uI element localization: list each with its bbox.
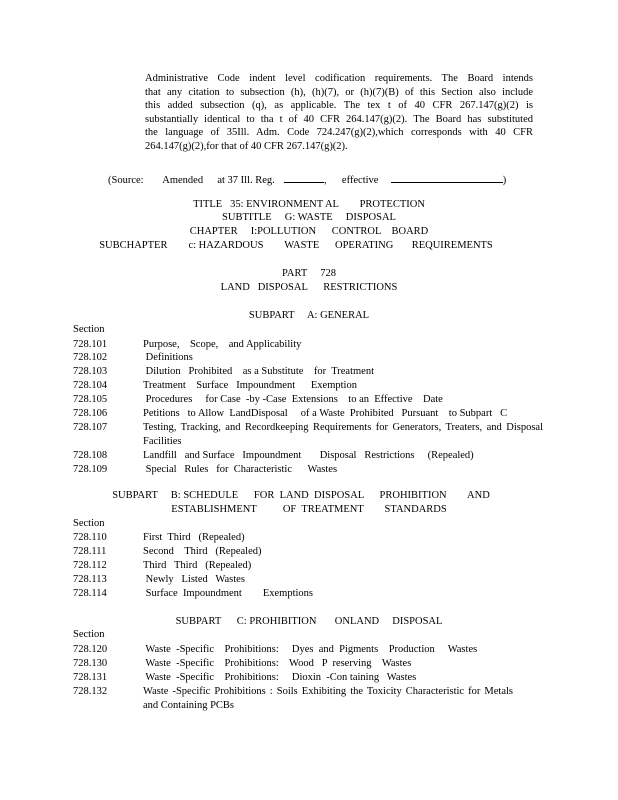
paragraph-line: Administrative Code indent level codification requirements. The Board intends [145, 73, 533, 84]
paragraph-line: that any citation to subsection (h), (h)(7), or (h)(7)(B) of this Section also include [145, 86, 533, 98]
section-title: Definitions [143, 352, 193, 363]
section-label: Section [73, 629, 105, 640]
source-note [108, 172, 506, 187]
section-title: Waste -Specific Prohibitions: Dioxin -Con taining Wastes [143, 672, 417, 683]
section-title: First Third (Repealed) [143, 532, 245, 543]
section-title: Procedures for Case -by -Case Extensions to an Effective Date [143, 394, 443, 405]
section-number: 728.101 [73, 339, 108, 350]
section-number: 728.111 [73, 546, 107, 557]
title-heading: TITLE 35: ENVIRONMENT AL PROTECTION [193, 199, 425, 210]
section-number: 728.105 [73, 394, 108, 405]
subpart-a-heading: SUBPART A: GENERAL [248, 310, 370, 321]
chapter-heading: CHAPTER I:POLLUTION CONTROL BOARD [189, 226, 429, 237]
section-title: Waste -Specific Prohibitions : Soils Exhibiting the Toxicity Characteristic for Metals and Containing PCBs [143, 686, 513, 711]
toc-row [73, 421, 543, 449]
section-title: Waste -Specific Prohibitions: Dyes and Pigments Production Wastes [143, 644, 478, 655]
section-number: 728.112 [73, 560, 107, 571]
section-number: 728.113 [73, 574, 107, 585]
section-number: 728.109 [73, 464, 108, 475]
section-number: 728.120 [73, 644, 108, 655]
section-number: 728.104 [73, 380, 108, 391]
section-title: Third Third (Repealed) [143, 560, 252, 571]
section-label: Section [73, 518, 105, 529]
source-effective: effective [341, 175, 379, 186]
section-number: 728.107 [73, 422, 108, 433]
effective-date-blank [391, 172, 503, 183]
subpart-b-heading: SUBPART B: SCHEDULE FOR LAND DISPOSAL PROHIBITION AND [112, 490, 490, 501]
section-title: Special Rules for Characteristic Wastes [143, 464, 338, 475]
source-close: ) [502, 175, 507, 186]
section-number: 728.131 [73, 672, 108, 683]
section-label: Section [73, 324, 105, 335]
source-amended: Amended [162, 175, 204, 186]
section-number: 728.114 [73, 588, 107, 599]
paragraph-line: 264.147(g)(2),for that of 40 CFR 267.147(g)(2). [145, 140, 348, 152]
section-number: 728.102 [73, 352, 108, 363]
source-comma: , [324, 175, 327, 186]
section-title: Petitions to Allow LandDisposal of a Waste Prohibited Pursuant to Subpart C [143, 408, 508, 419]
section-number: 728.106 [73, 408, 108, 419]
section-title: Treatment Surface Impoundment Exemption [143, 380, 357, 391]
section-number: 728.132 [73, 686, 108, 697]
section-number: 728.110 [73, 532, 107, 543]
section-title: Waste -Specific Prohibitions: Wood P reserving Wastes [143, 658, 412, 669]
subtitle-heading: SUBTITLE G: WASTE DISPOSAL [222, 212, 396, 223]
part-name-heading: LAND DISPOSAL RESTRICTIONS [220, 282, 398, 293]
section-title: Testing, Tracking, and Recordkeeping Requirements for Generators, Treaters, and Disposal Facilities [143, 422, 543, 447]
section-title: Dilution Prohibited as a Substitute for Treatment [143, 366, 374, 377]
source-open: (Source: [108, 175, 144, 186]
part-heading: PART 728 [282, 268, 336, 279]
amendment-paragraph [145, 72, 533, 154]
section-number: 728.103 [73, 366, 108, 377]
reg-page-blank [284, 172, 324, 183]
paragraph-line: substantially identical to tha t of 40 CFR 264.147(g)(2). The Board has substituted [145, 113, 533, 125]
toc-row [73, 685, 543, 713]
paragraph-line: the language of 35Ill. Adm. Code 724.247(g)(2),which corresponds with 40 CFR [145, 127, 533, 139]
paragraph-line: this added subsection (q), as applicable. The tex t of 40 CFR 267.147(g)(2) is [145, 100, 533, 112]
source-reg-prefix: at 37 Ill. Reg. [217, 175, 275, 186]
section-title: Second Third (Repealed) [143, 546, 262, 557]
section-number: 728.130 [73, 658, 108, 669]
subchapter-heading: SUBCHAPTER c: HAZARDOUS WASTE OPERATING REQUIREMENTS [99, 240, 493, 251]
subpart-c-heading: SUBPART C: PROHIBITION ONLAND DISPOSAL [175, 616, 443, 627]
subpart-b-heading-line2: ESTABLISHMENT OF TREATMENT STANDARDS [171, 504, 447, 515]
section-title: Purpose, Scope, and Applicability [143, 339, 302, 350]
section-title: Surface Impoundment Exemptions [143, 588, 314, 599]
section-title: Newly Listed Wastes [143, 574, 245, 585]
section-number: 728.108 [73, 450, 108, 461]
section-title: Landfill and Surface Impoundment Disposal Restrictions (Repealed) [143, 450, 474, 461]
